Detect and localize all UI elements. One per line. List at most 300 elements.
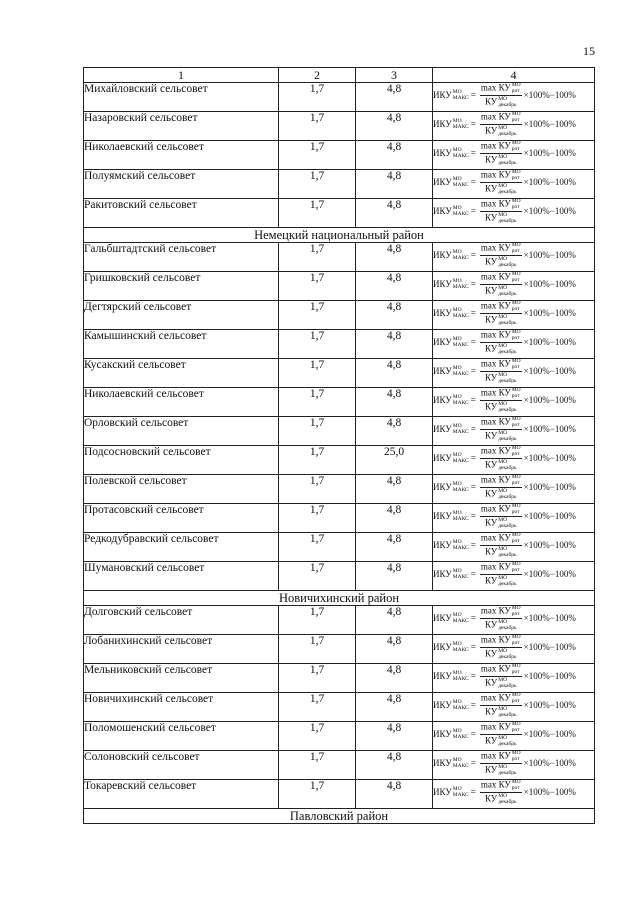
col-3-value: 4,8 (356, 533, 433, 562)
formula-num-sup: МО (511, 329, 521, 335)
settlement-name: Шумановский сельсовет (84, 562, 279, 591)
formula-lhs-sup: МО (452, 423, 462, 429)
formula-cell (433, 751, 595, 780)
formula-tail: ×100%−100% (523, 148, 576, 158)
formula-lhs-sup: МО (452, 147, 462, 153)
formula-denominator (485, 285, 517, 297)
formula-num-main: max КУ (480, 329, 511, 340)
index-formula (433, 170, 576, 195)
col-3-value: 4,8 (356, 751, 433, 780)
formula-num-indices (512, 141, 521, 152)
formula-den-main: КУ (484, 125, 498, 136)
formula-tail: ×100%−100% (523, 700, 576, 710)
formula-numerator (480, 780, 522, 793)
index-formula (433, 272, 576, 297)
formula-fraction (480, 199, 522, 224)
formula-num-sup: МО (511, 721, 521, 727)
formula-num-indices (512, 199, 521, 210)
formula-lhs-indices (453, 613, 469, 624)
formula-den-sup: МО (498, 154, 508, 160)
formula-den-sup: МО (498, 256, 508, 262)
col-2-value: 1,7 (279, 199, 356, 228)
formula-tail: ×100%−100% (523, 642, 576, 652)
formula-lhs-sup: МО (452, 307, 462, 313)
formula-lhs-sub: МАКС (452, 399, 469, 406)
formula-cell (433, 562, 595, 591)
col-3-value: 4,8 (356, 83, 433, 112)
col-3-value: 4,8 (356, 635, 433, 664)
formula-lhs-sub: МАКС (452, 428, 469, 435)
formula-numerator (480, 83, 522, 96)
col-3-value: 4,8 (356, 606, 433, 635)
formula-num-sup: МО (511, 634, 521, 640)
page-number: 15 (583, 44, 595, 58)
formula-num-main: max КУ (480, 532, 511, 543)
formula-tail: ×100%−100% (523, 424, 576, 434)
formula-numerator (480, 112, 522, 125)
formula-denominator (485, 546, 517, 558)
formula-den-sup: МО (498, 546, 508, 552)
formula-den-indices (498, 344, 516, 355)
formula-denominator (485, 517, 517, 529)
formula-tail: ×100%−100% (523, 119, 576, 129)
formula-den-sub: декабрь (498, 769, 517, 776)
col-3-value: 4,8 (356, 562, 433, 591)
formula-numerator (480, 272, 522, 285)
formula-fraction (480, 475, 522, 500)
formula-num-indices (512, 562, 521, 573)
formula-den-indices (498, 315, 516, 326)
formula-num-sub: рот (511, 726, 520, 733)
formula-lhs-sup: МО (452, 786, 462, 792)
col-2-value: 1,7 (279, 780, 356, 809)
formula-lhs-sup: МО (452, 510, 462, 516)
formula-cell (433, 170, 595, 199)
formula-den-sup: МО (498, 793, 508, 799)
formula-numerator (480, 664, 522, 677)
formula-lhs-sup: МО (452, 670, 462, 676)
formula-num-main: max КУ (480, 387, 511, 398)
formula-num-sup: МО (511, 561, 521, 567)
formula-den-indices (498, 373, 516, 384)
col-3-value: 4,8 (356, 359, 433, 388)
formula-numerator (480, 533, 522, 546)
formula-equals: = (470, 424, 476, 434)
formula-num-sub: рот (511, 392, 520, 399)
formula-equals: = (470, 569, 476, 579)
index-formula (433, 388, 576, 413)
formula-lhs-sub: МАКС (452, 181, 469, 188)
formula-lhs-sub: МАКС (452, 791, 469, 798)
table-body (84, 83, 595, 824)
formula-tail: ×100%−100% (523, 787, 576, 797)
formula-cell (433, 199, 595, 228)
formula-num-indices (512, 170, 521, 181)
formula-num-main: max КУ (480, 242, 511, 253)
formula-denominator (485, 459, 517, 471)
formula-den-sub: декабрь (498, 261, 517, 268)
formula-den-indices (498, 184, 516, 195)
table-row (84, 359, 595, 388)
settlement-name: Гальбштадтский сельсовет (84, 243, 279, 272)
formula-num-sup: МО (511, 605, 521, 611)
section-title: Новичихинский район (84, 591, 595, 606)
formula-denominator (485, 212, 517, 224)
col-2-value: 1,7 (279, 722, 356, 751)
formula-tail: ×100%−100% (523, 569, 576, 579)
formula-lhs-indices (453, 366, 469, 377)
settlement-name: Назаровский сельсовет (84, 112, 279, 141)
formula-denominator (485, 314, 517, 326)
formula-den-sub: декабрь (498, 159, 517, 166)
formula-equals: = (470, 758, 476, 768)
settlement-name: Орловский сельсовет (84, 417, 279, 446)
table-row (84, 330, 595, 359)
formula-fraction (480, 301, 522, 326)
col-2-value: 1,7 (279, 664, 356, 693)
index-formula (433, 562, 576, 587)
formula-den-indices (498, 286, 516, 297)
formula-den-main: КУ (484, 212, 498, 223)
index-formula (433, 141, 576, 166)
formula-lhs-sup: МО (452, 612, 462, 618)
formula-num-main: max КУ (480, 750, 511, 761)
formula-tail: ×100%−100% (523, 206, 576, 216)
formula-den-sup: МО (498, 343, 508, 349)
formula-denominator (485, 619, 517, 631)
index-formula (433, 635, 576, 660)
formula-equals: = (470, 787, 476, 797)
formula-equals: = (470, 366, 476, 376)
table-row (84, 170, 595, 199)
formula-num-main: max КУ (480, 358, 511, 369)
formula-fraction (480, 141, 522, 166)
formula-num-indices (512, 359, 521, 370)
formula-num-sup: МО (511, 503, 521, 509)
formula-num-main: max КУ (480, 416, 511, 427)
formula-lhs-sup: МО (452, 568, 462, 574)
col-2-value: 1,7 (279, 301, 356, 330)
formula-den-indices (498, 649, 516, 660)
formula-num-indices (512, 606, 521, 617)
formula-fraction (480, 722, 522, 747)
formula-cell (433, 417, 595, 446)
formula-numerator (480, 388, 522, 401)
col-2-value: 1,7 (279, 83, 356, 112)
formula-num-main: max КУ (480, 111, 511, 122)
formula-tail: ×100%−100% (523, 90, 576, 100)
formula-den-indices (498, 97, 516, 108)
settlement-name: Подсосновский сельсовет (84, 446, 279, 475)
formula-tail: ×100%−100% (523, 511, 576, 521)
formula-den-sub: декабрь (498, 377, 517, 384)
header-col-2: 2 (279, 68, 356, 83)
formula-num-sub: рот (511, 784, 520, 791)
col-3-value: 4,8 (356, 330, 433, 359)
formula-fraction (480, 446, 522, 471)
col-3-value: 4,8 (356, 199, 433, 228)
formula-num-sup: МО (511, 198, 521, 204)
formula-num-sub: рот (511, 174, 520, 181)
formula-den-main: КУ (484, 677, 498, 688)
formula-lhs-indices (453, 206, 469, 217)
formula-equals: = (470, 671, 476, 681)
formula-lhs-indices (453, 250, 469, 261)
formula-numerator (480, 417, 522, 430)
formula-num-sub: рот (511, 87, 520, 94)
index-formula (433, 751, 576, 776)
formula-den-sub: декабрь (498, 551, 517, 558)
table-row (84, 533, 595, 562)
formula-den-sub: декабрь (498, 682, 517, 689)
formula-lhs-indices (453, 308, 469, 319)
table-row (84, 301, 595, 330)
index-formula (433, 301, 576, 326)
formula-denominator (485, 648, 517, 660)
formula-num-sup: МО (511, 242, 521, 248)
data-table (83, 67, 595, 824)
formula-den-sub: декабрь (498, 740, 517, 747)
formula-cell (433, 475, 595, 504)
formula-den-sub: декабрь (498, 493, 517, 500)
index-formula (433, 112, 576, 137)
index-formula (433, 243, 576, 268)
formula-den-sub: декабрь (498, 406, 517, 413)
formula-tail: ×100%−100% (523, 671, 576, 681)
formula-numerator (480, 199, 522, 212)
col-2-value: 1,7 (279, 533, 356, 562)
formula-num-sup: МО (511, 387, 521, 393)
formula-fraction (480, 83, 522, 108)
formula-den-main: КУ (484, 430, 498, 441)
formula-lhs: ИКУ (433, 700, 452, 710)
formula-num-main: max КУ (480, 721, 511, 732)
settlement-name: Кусакский сельсовет (84, 359, 279, 388)
formula-lhs-sup: МО (452, 728, 462, 734)
formula-num-sup: МО (511, 82, 521, 88)
formula-fraction (480, 243, 522, 268)
col-2-value: 1,7 (279, 112, 356, 141)
formula-den-main: КУ (484, 459, 498, 470)
table-row (84, 722, 595, 751)
formula-den-main: КУ (484, 764, 498, 775)
col-2-value: 1,7 (279, 388, 356, 417)
formula-num-main: max КУ (480, 271, 511, 282)
table-row (84, 562, 595, 591)
col-2-value: 1,7 (279, 417, 356, 446)
formula-lhs-sub: МАКС (452, 254, 469, 261)
formula-fraction (480, 664, 522, 689)
col-3-value: 4,8 (356, 141, 433, 170)
col-3-value: 25,0 (356, 446, 433, 475)
formula-equals: = (470, 511, 476, 521)
formula-lhs: ИКУ (433, 540, 452, 550)
formula-numerator (480, 330, 522, 343)
col-3-value: 4,8 (356, 722, 433, 751)
col-3-value: 4,8 (356, 780, 433, 809)
header-col-1: 1 (84, 68, 279, 83)
formula-lhs: ИКУ (433, 250, 452, 260)
formula-den-sub: декабрь (498, 101, 517, 108)
formula-den-sup: МО (498, 314, 508, 320)
formula-den-indices (498, 402, 516, 413)
formula-numerator (480, 475, 522, 488)
index-formula (433, 359, 576, 384)
formula-fraction (480, 112, 522, 137)
col-3-value: 4,8 (356, 388, 433, 417)
formula-den-indices (498, 736, 516, 747)
formula-denominator (485, 575, 517, 587)
formula-den-sup: МО (498, 575, 508, 581)
formula-denominator (485, 256, 517, 268)
settlement-name: Дегтярский сельсовет (84, 301, 279, 330)
formula-denominator (485, 372, 517, 384)
formula-lhs-sup: МО (452, 89, 462, 95)
settlement-name: Полуямский сельсовет (84, 170, 279, 199)
formula-equals: = (470, 250, 476, 260)
formula-num-indices (512, 112, 521, 123)
formula-fraction (480, 272, 522, 297)
formula-tail: ×100%−100% (523, 366, 576, 376)
formula-den-main: КУ (484, 314, 498, 325)
formula-lhs-sub: МАКС (452, 486, 469, 493)
formula-denominator (485, 125, 517, 137)
formula-den-sub: декабрь (498, 580, 517, 587)
formula-cell (433, 272, 595, 301)
formula-num-sup: МО (511, 445, 521, 451)
table-row (84, 751, 595, 780)
formula-num-indices (512, 635, 521, 646)
formula-num-sub: рот (511, 421, 520, 428)
formula-den-sup: МО (498, 488, 508, 494)
formula-denominator (485, 706, 517, 718)
formula-lhs-sup: МО (452, 205, 462, 211)
table-row (84, 504, 595, 533)
formula-den-sup: МО (498, 764, 508, 770)
formula-den-sup: МО (498, 459, 508, 465)
header-col-3: 3 (356, 68, 433, 83)
formula-num-sup: МО (511, 169, 521, 175)
col-2-value: 1,7 (279, 272, 356, 301)
col-3-value: 4,8 (356, 504, 433, 533)
formula-equals: = (470, 148, 476, 158)
formula-lhs-indices (453, 453, 469, 464)
col-3-value: 4,8 (356, 664, 433, 693)
settlement-name: Протасовский сельсовет (84, 504, 279, 533)
formula-den-sub: декабрь (498, 290, 517, 297)
formula-num-sup: МО (511, 300, 521, 306)
formula-num-main: max КУ (480, 634, 511, 645)
table-row (84, 635, 595, 664)
formula-lhs: ИКУ (433, 119, 452, 129)
formula-den-indices (498, 489, 516, 500)
formula-lhs-indices (453, 758, 469, 769)
formula-lhs: ИКУ (433, 206, 452, 216)
settlement-name: Михайловский сельсовет (84, 83, 279, 112)
formula-den-main: КУ (484, 256, 498, 267)
header-row (84, 68, 595, 83)
formula-den-sub: декабрь (498, 188, 517, 195)
formula-den-sup: МО (498, 96, 508, 102)
formula-equals: = (470, 642, 476, 652)
formula-num-sub: рот (511, 479, 520, 486)
formula-equals: = (470, 177, 476, 187)
col-2-value: 1,7 (279, 751, 356, 780)
formula-den-main: КУ (484, 735, 498, 746)
settlement-name: Мельниковский сельсовет (84, 664, 279, 693)
formula-num-indices (512, 722, 521, 733)
formula-den-indices (498, 213, 516, 224)
formula-num-main: max КУ (480, 779, 511, 790)
settlement-name: Николаевский сельсовет (84, 141, 279, 170)
formula-numerator (480, 359, 522, 372)
formula-lhs-sub: МАКС (452, 210, 469, 217)
table-row (84, 388, 595, 417)
formula-cell (433, 330, 595, 359)
formula-numerator (480, 635, 522, 648)
settlement-name: Лобанихинский сельсовет (84, 635, 279, 664)
formula-den-sub: декабрь (498, 435, 517, 442)
formula-lhs-sub: МАКС (452, 457, 469, 464)
formula-numerator (480, 243, 522, 256)
section-title: Немецкий национальный район (84, 228, 595, 243)
formula-den-indices (498, 518, 516, 529)
formula-num-sub: рот (511, 697, 520, 704)
formula-den-sup: МО (498, 183, 508, 189)
formula-num-sup: МО (511, 779, 521, 785)
formula-equals: = (470, 540, 476, 550)
formula-cell (433, 243, 595, 272)
formula-lhs: ИКУ (433, 671, 452, 681)
formula-num-sup: МО (511, 111, 521, 117)
formula-num-indices (512, 272, 521, 283)
formula-num-sub: рот (511, 247, 520, 254)
formula-num-sub: рот (511, 668, 520, 675)
formula-den-indices (498, 155, 516, 166)
formula-equals: = (470, 279, 476, 289)
formula-num-indices (512, 693, 521, 704)
table-row (84, 446, 595, 475)
formula-lhs: ИКУ (433, 424, 452, 434)
formula-tail: ×100%−100% (523, 540, 576, 550)
col-2-value: 1,7 (279, 504, 356, 533)
formula-lhs-sub: МАКС (452, 312, 469, 319)
formula-num-main: max КУ (480, 561, 511, 572)
formula-lhs-sup: МО (452, 641, 462, 647)
formula-lhs: ИКУ (433, 395, 452, 405)
formula-equals: = (470, 453, 476, 463)
formula-lhs-sub: МАКС (452, 515, 469, 522)
col-3-value: 4,8 (356, 693, 433, 722)
formula-den-main: КУ (484, 619, 498, 630)
formula-lhs: ИКУ (433, 569, 452, 579)
formula-lhs-sub: МАКС (452, 341, 469, 348)
formula-lhs-sup: МО (452, 336, 462, 342)
formula-num-sup: МО (511, 358, 521, 364)
formula-den-main: КУ (484, 96, 498, 107)
formula-num-sup: МО (511, 271, 521, 277)
formula-num-indices (512, 417, 521, 428)
formula-lhs-sub: МАКС (452, 762, 469, 769)
formula-num-sup: МО (511, 663, 521, 669)
formula-lhs: ИКУ (433, 337, 452, 347)
formula-num-sub: рот (511, 145, 520, 152)
col-2-value: 1,7 (279, 243, 356, 272)
formula-num-main: max КУ (480, 692, 511, 703)
formula-lhs: ИКУ (433, 787, 452, 797)
formula-denominator (485, 430, 517, 442)
col-3-value: 4,8 (356, 417, 433, 446)
